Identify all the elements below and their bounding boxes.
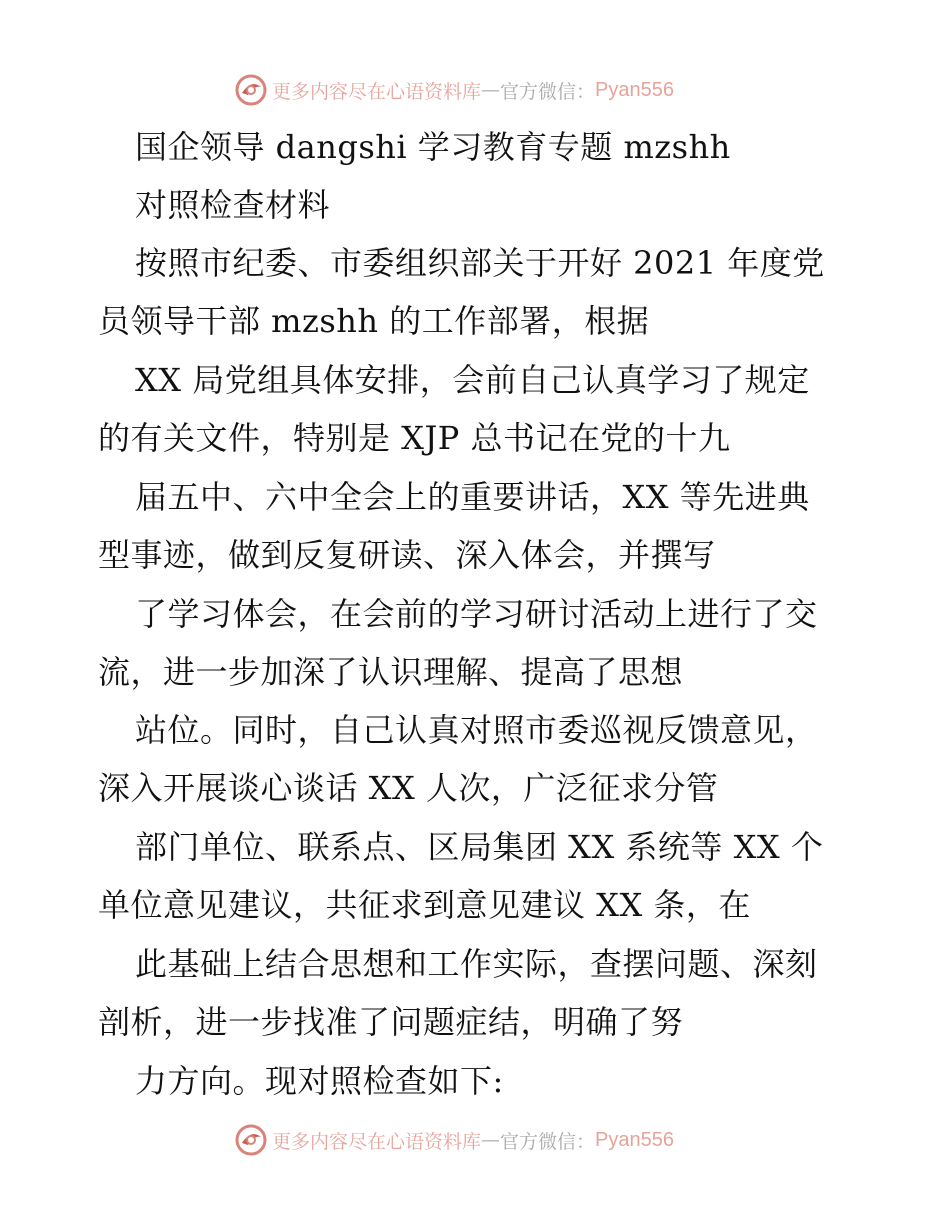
paragraph-line: 届五中、六中全会上的重要讲话，XX 等先进典 [135,478,810,516]
paragraph-line: 剖析，进一步找准了问题症结，明确了努 [98,1003,684,1041]
paragraph-line: 部门单位、联系点、区局集团 XX 系统等 XX 个 [135,828,824,866]
paragraph-line: 流，进一步加深了认识理解、提高了思想 [98,653,684,691]
watermark-account: Pyan556 [595,78,674,101]
paragraph-line: 力方向。现对照检查如下: [135,1062,504,1100]
watermark-account: Pyan556 [595,1128,674,1151]
document-title-line-1: 国企领导 dangshi 学习教育专题 mzshh [135,128,731,166]
paragraph-line: 单位意见建议，共征求到意见建议 XX 条，在 [98,886,751,924]
red-swirl-logo-icon [234,73,268,107]
watermark-separator: — [481,1129,501,1151]
watermark-text: 更多内容尽在心语资料库 [272,1130,482,1153]
document-title-line-2: 对照检查材料 [135,186,331,224]
watermark-row [234,1120,674,1160]
paragraph-line: 了学习体会，在会前的学习研讨活动上进行了交 [135,595,818,633]
watermark-text: 更多内容尽在心语资料库 [272,80,482,103]
paragraph-line: 员领导干部 mzshh 的工作部署，根据 [98,302,650,340]
footer-watermark [0,1120,950,1160]
red-swirl-logo-icon [234,1123,268,1157]
paragraph-line: XX 局党组具体安排，会前自己认真学习了规定 [135,361,810,399]
header-watermark [0,70,950,110]
paragraph-line: 型事迹，做到反复研读、深入体会，并撰写 [98,536,716,574]
paragraph-line: 按照市纪委、市委组织部关于开好 2021 年度党 [135,244,825,282]
watermark-row [234,70,674,110]
paragraph-line: 的有关文件，特别是 XJP 总书记在党的十九 [98,419,731,457]
watermark-separator: — [481,79,501,101]
watermark-official-label: 官方微信： [500,80,596,103]
watermark-official-label: 官方微信： [500,1130,596,1153]
paragraph-line: 此基础上结合思想和工作实际，查摆问题、深刻 [135,945,818,983]
paragraph-line: 站位。同时，自己认真对照市委巡视反馈意见， [135,711,818,749]
paragraph-line: 深入开展谈心谈话 XX 人次，广泛征求分管 [98,769,719,807]
